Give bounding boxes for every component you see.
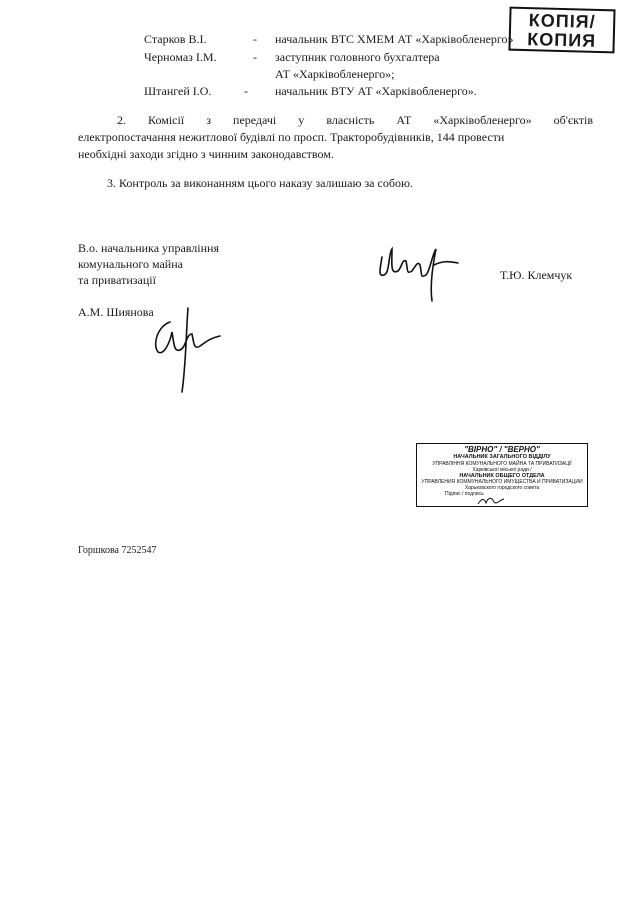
copy-stamp-line2: КОПИЯ bbox=[527, 29, 597, 51]
copy-stamp-line1: КОПІЯ/ bbox=[528, 10, 596, 32]
member-dash: - bbox=[253, 32, 257, 46]
member-dash: - bbox=[253, 50, 257, 64]
paragraph-2-line1: 2. Комісії з передачі у власність АТ «Харківобленерго» об'єктів bbox=[117, 113, 593, 127]
verify-stamp-line7: Підпис / подпись bbox=[445, 491, 484, 497]
signatory-signature bbox=[372, 235, 468, 305]
copy-stamp bbox=[508, 7, 615, 54]
paragraph-2-line2: електропостачання нежитлової будівлі по просп. Тракторобудівників, 144 провести bbox=[78, 130, 505, 144]
member-position-cont: АТ «Харківобленерго»; bbox=[275, 67, 395, 81]
member-position: начальник ВТС ХМЕМ АТ «Харківобленерго» bbox=[275, 32, 514, 46]
executor-contact: Горшкова 7252547 bbox=[78, 545, 157, 556]
paragraph-2-line3: необхідні заходи згідно з чинним законодавством. bbox=[78, 147, 334, 161]
member-name: Штангей І.О. bbox=[144, 84, 212, 98]
member-position: заступник головного бухгалтера bbox=[275, 50, 440, 64]
signatory-title-line1: В.о. начальника управління bbox=[78, 241, 219, 255]
signatory-title-line2: комунального майна bbox=[78, 257, 183, 271]
verify-stamp-line3: Харківської міської ради / bbox=[472, 466, 532, 473]
verify-stamp-line4: НАЧАЛЬНИК ОБЩЕГО ОТДЕЛА bbox=[459, 472, 545, 479]
signatory-name: Т.Ю. Клемчук bbox=[500, 268, 573, 282]
member-name: Черномаз І.М. bbox=[144, 50, 217, 64]
paragraph-3: 3. Контроль за виконанням цього наказу залишаю за собою. bbox=[107, 176, 413, 190]
verify-stamp-line5: УПРАВЛЕНИЯ КОММУНАЛЬНОГО ИМУЩЕСТВА И ПРИВАТИЗАЦИИ bbox=[421, 479, 583, 485]
member-dash: - bbox=[244, 84, 248, 98]
member-name: Старков В.І. bbox=[144, 32, 207, 46]
verify-stamp-signature bbox=[476, 494, 506, 508]
approver-signature bbox=[148, 294, 228, 394]
verify-stamp-line2: УПРАВЛІННЯ КОМУНАЛЬНОГО МАЙНА ТА ПРИВАТИЗАЦІЇ bbox=[432, 460, 572, 467]
verify-stamp-line6: Харьковского городского совета bbox=[464, 485, 540, 491]
member-position: начальник ВТУ АТ «Харківобленерго». bbox=[275, 84, 477, 98]
verify-stamp-title: "ВІРНО" / "ВЕРНО" bbox=[464, 445, 540, 454]
verify-stamp-line1: НАЧАЛЬНИК ЗАГАЛЬНОГО ВІДДІЛУ bbox=[453, 454, 551, 460]
signatory-title-line3: та приватизації bbox=[78, 273, 156, 287]
approver-name: А.М. Шиянова bbox=[78, 305, 154, 319]
